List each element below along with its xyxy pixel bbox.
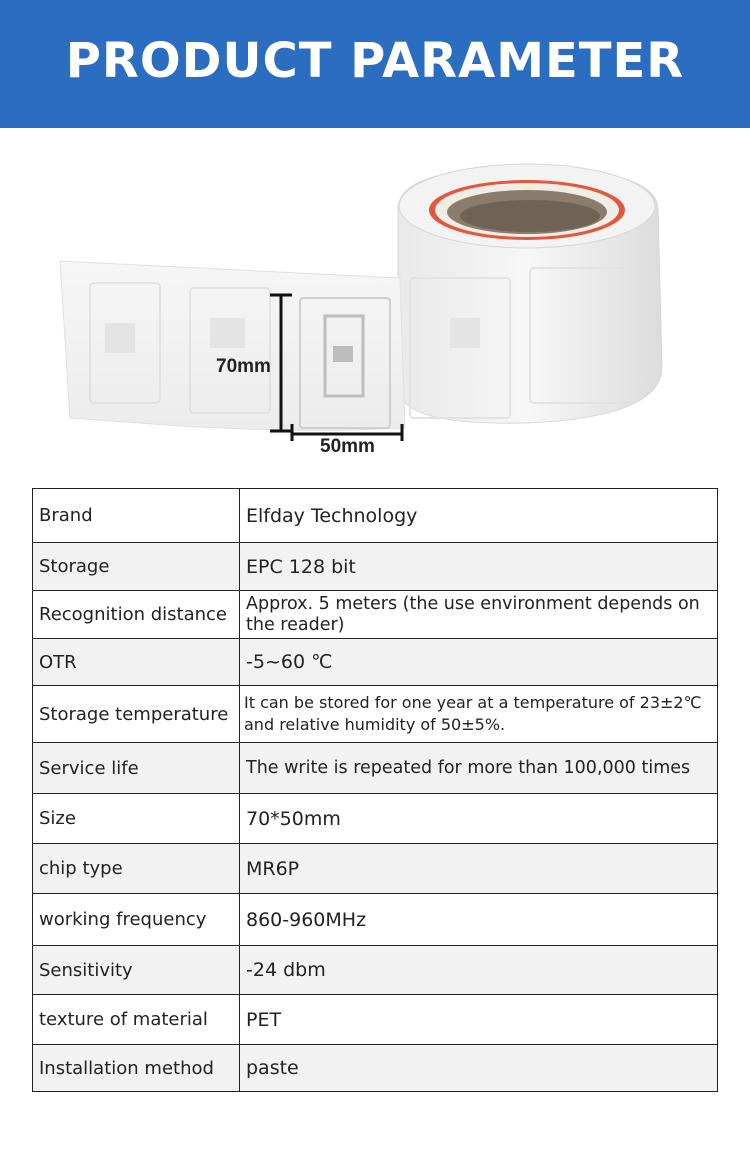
page-title: PRODUCT PARAMETER — [65, 33, 685, 89]
table-row — [33, 743, 718, 794]
parameter-table — [32, 488, 718, 1092]
param-value: 70*50mm — [240, 794, 718, 844]
param-label: Storage — [33, 543, 240, 591]
param-value: -24 dbm — [240, 946, 718, 995]
table-row — [33, 489, 718, 543]
table-row — [33, 639, 718, 686]
table-row — [33, 894, 718, 946]
param-label: Service life — [33, 743, 240, 794]
table-row — [33, 543, 718, 591]
param-label: chip type — [33, 844, 240, 894]
param-label: Storage temperature — [33, 686, 240, 743]
param-value: Elfday Technology — [240, 489, 718, 543]
param-value: 860-960MHz — [240, 894, 718, 946]
table-row — [33, 794, 718, 844]
param-label: Installation method — [33, 1045, 240, 1092]
table-row — [33, 946, 718, 995]
param-label: Recognition distance — [33, 591, 240, 639]
param-value: Approx. 5 meters (the use environment depends on the reader) — [240, 591, 718, 639]
param-label: Sensitivity — [33, 946, 240, 995]
header-banner — [0, 0, 750, 128]
table-row — [33, 686, 718, 743]
param-value: EPC 128 bit — [240, 543, 718, 591]
param-value: paste — [240, 1045, 718, 1092]
product-photo — [0, 128, 750, 488]
param-value: -5~60 ℃ — [240, 639, 718, 686]
table-row — [33, 591, 718, 639]
param-label: Brand — [33, 489, 240, 543]
param-value: MR6P — [240, 844, 718, 894]
param-label: Size — [33, 794, 240, 844]
param-value: PET — [240, 995, 718, 1045]
param-label: working frequency — [33, 894, 240, 946]
width-dimension-label: 50mm — [320, 436, 375, 457]
param-value: It can be stored for one year at a temperature of 23±2℃ and relative humidity of 50±5%. — [240, 686, 718, 743]
label-roll-illustration — [0, 128, 750, 488]
table-row — [33, 995, 718, 1045]
table-row — [33, 1045, 718, 1092]
height-dimension-label: 70mm — [216, 356, 271, 377]
param-label: OTR — [33, 639, 240, 686]
table-row — [33, 844, 718, 894]
param-value: The write is repeated for more than 100,000 times — [240, 743, 718, 794]
param-label: texture of material — [33, 995, 240, 1045]
